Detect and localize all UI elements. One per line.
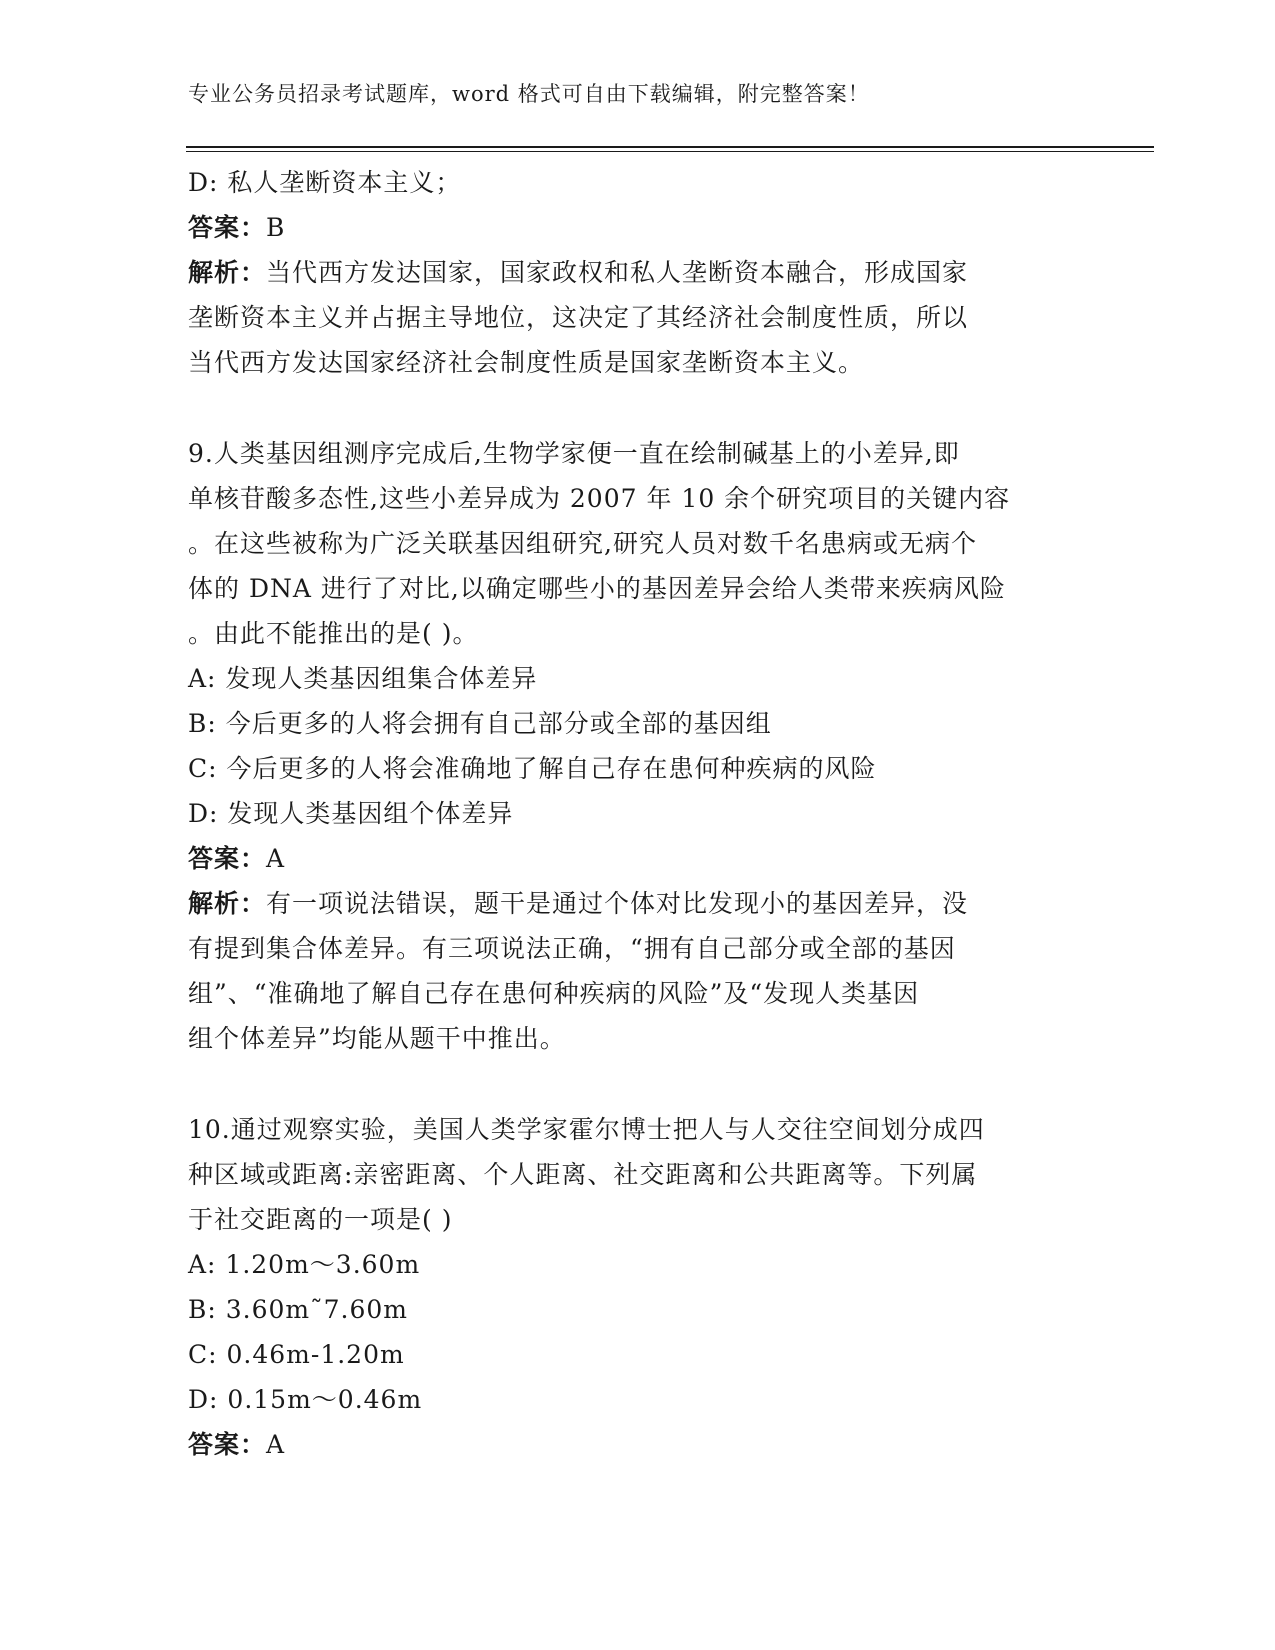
q9-stem-line: 体的 DNA 进行了对比,以确定哪些小的基因差异会给人类带来疾病风险 [188, 574, 1006, 603]
answer-label: 答案： [188, 213, 267, 242]
q10-option-c: C: 0.46m-1.20m [188, 1340, 405, 1369]
q9-stem-line: 。在这些被称为广泛关联基因组研究,研究人员对数千名患病或无病个 [188, 529, 977, 558]
q10-option-a: A: 1.20m～3.60m [188, 1250, 421, 1279]
document-content [188, 160, 1088, 1467]
q9-analysis-line [188, 881, 1088, 926]
page-header: 专业公务员招录考试题库，word 格式可自由下载编辑，附完整答案！ [188, 82, 870, 106]
q9-option-b: B: 今后更多的人将会拥有自己部分或全部的基因组 [188, 709, 772, 738]
analysis-label: 解析： [188, 889, 267, 918]
answer-value: A [266, 1430, 286, 1459]
prev-answer [188, 205, 1088, 250]
q10-option-d: D: 0.15m～0.46m [188, 1385, 423, 1414]
q10-stem-line: 种区域或距离:亲密距离、个人距离、社交距离和公共距离等。下列属 [188, 1160, 978, 1189]
prev-analysis-line [188, 250, 1088, 295]
answer-label: 答案： [188, 1430, 267, 1459]
q10-stem-line: 于社交距离的一项是( ) [188, 1205, 453, 1234]
prev-analysis-line: 垄断资本主义并占据主导地位，这决定了其经济社会制度性质，所以 [188, 303, 969, 332]
q10-stem-line: 10.通过观察实验，美国人类学家霍尔博士把人与人交往空间划分成四 [188, 1115, 985, 1144]
prev-analysis-line: 当代西方发达国家经济社会制度性质是国家垄断资本主义。 [188, 348, 865, 377]
q9-stem-line: 。由此不能推出的是( )。 [188, 619, 479, 648]
q9-stem-line: 单核苷酸多态性,这些小差异成为 2007 年 10 余个研究项目的关键内容 [188, 484, 1011, 513]
analysis-label: 解析： [188, 258, 267, 287]
answer-label: 答案： [188, 844, 267, 873]
header-rule-thick [186, 146, 1154, 148]
q9-analysis-line: 组”、“准确地了解自己存在患何种疾病的风险”及“发现人类基因 [188, 979, 920, 1008]
analysis-text: 有一项说法错误，题干是通过个体对比发现小的基因差异，没 [266, 889, 969, 918]
prev-option-d: D: 私人垄断资本主义； [188, 168, 462, 197]
q9-analysis-line: 有提到集合体差异。有三项说法正确，“拥有自己部分或全部的基因 [188, 934, 956, 963]
header-rule-thin [186, 151, 1154, 152]
answer-value: A [266, 844, 286, 873]
spacer [188, 385, 1088, 431]
q10-option-b: B: 3.60m˜7.60m [188, 1295, 408, 1324]
q9-stem-line: 9.人类基因组测序完成后,生物学家便一直在绘制碱基上的小差异,即 [188, 439, 960, 468]
spacer [188, 1061, 1088, 1107]
q9-answer [188, 836, 1088, 881]
q9-option-a: A: 发现人类基因组集合体差异 [188, 664, 538, 693]
answer-value: B [266, 213, 286, 242]
q10-answer [188, 1422, 1088, 1467]
q9-analysis-line: 组个体差异”均能从题干中推出。 [188, 1024, 566, 1053]
analysis-text: 当代西方发达国家，国家政权和私人垄断资本融合，形成国家 [266, 258, 969, 287]
q9-option-c: C: 今后更多的人将会准确地了解自己存在患何种疾病的风险 [188, 754, 877, 783]
q9-option-d: D: 发现人类基因组个体差异 [188, 799, 514, 828]
